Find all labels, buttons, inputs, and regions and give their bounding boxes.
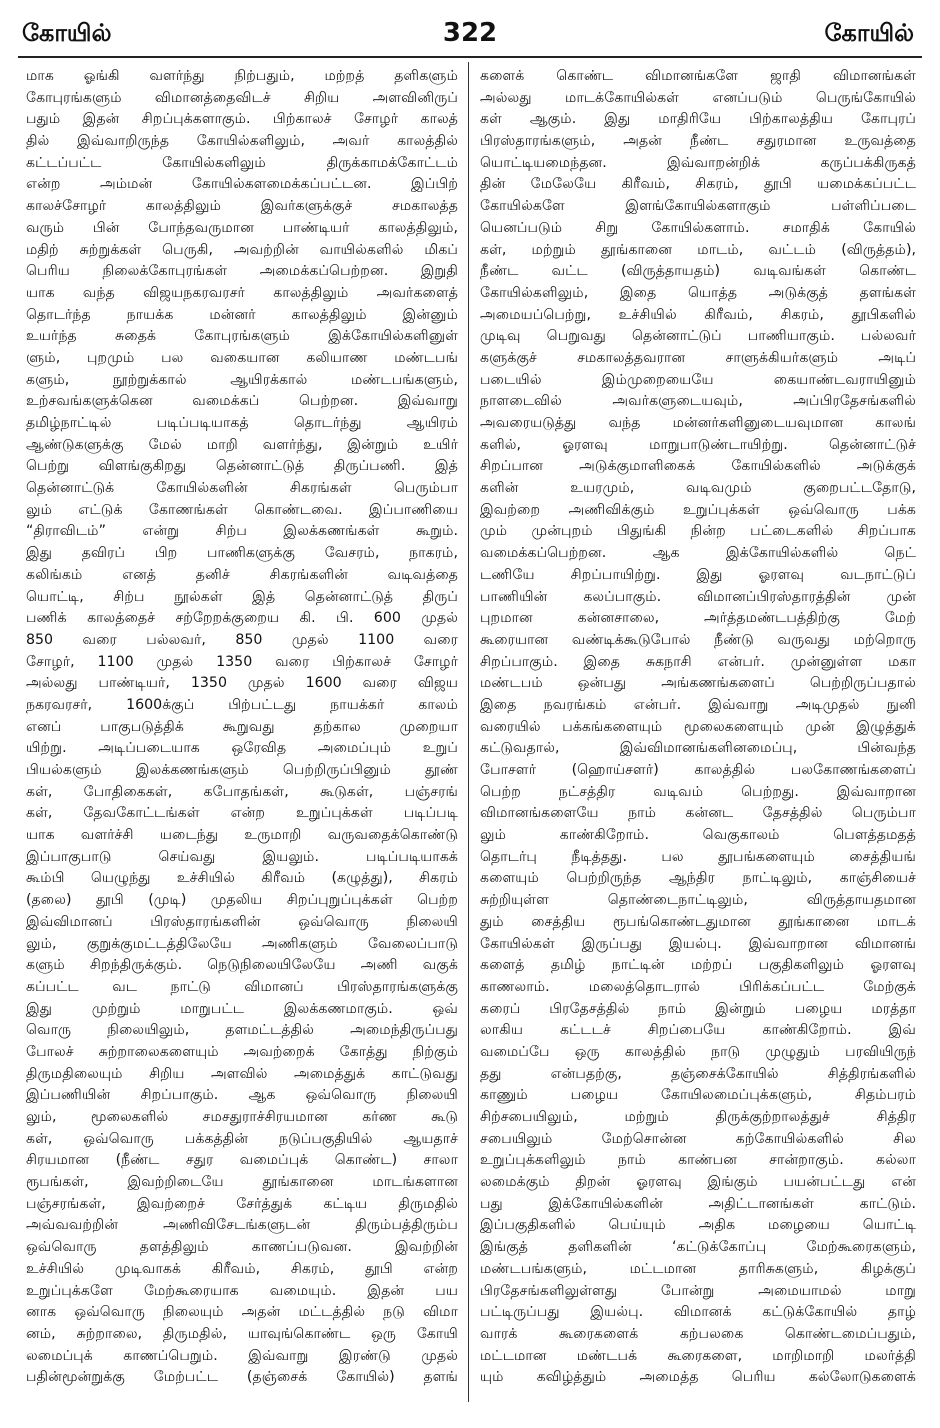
text-line: மட்டமான மண்டபக் கூரைகளை, மாறிமாறி மலர்த்தி xyxy=(480,1347,916,1364)
text-line: சுற்றியுள்ள தொண்டைநாட்டிலும், விருத்தாயதமான xyxy=(480,892,916,909)
text-line: யெனப்படும் சிறு கோயில்களாம். சமாதிக் கோயில் xyxy=(480,219,916,236)
text-line: தது என்பதற்கு, தஞ்சைக்கோயில் சித்திரங்களில் xyxy=(480,1065,916,1082)
text-line: பது இக்கோயில்களின் அதிட்டானங்கள் காட்டும். xyxy=(480,1195,916,1212)
text-line: காணும் பழைய கோயிலமைப்புக்களும், சிதம்பரம் xyxy=(480,1087,916,1104)
text-line: லமைப்புக் காணப்பெறும். இவ்வாறு இரண்டு முதல் xyxy=(26,1347,458,1364)
text-line: மாக ஓங்கி வளர்ந்து நிற்பதும், மற்றத் தளிகளும் xyxy=(26,68,458,84)
text-line: சிறப்பான அடுக்குமாளிகைக் கோயில்களில் அடுக்குக் xyxy=(480,458,916,475)
text-line: உறுப்புக்களே மேற்கூரையாக வமையும். இதன் பய xyxy=(26,1282,458,1299)
text-line: இது முற்றும் மாறுபட்ட இலக்கணமாகும். ஒவ் xyxy=(26,1000,458,1017)
text-line: தொடர்பு நீடித்தது. பல தூபங்களையும் சைத்தியங் xyxy=(480,848,916,865)
text-line: களில், ஓரளவு மாறுபாடுண்டாயிற்று. தென்னாட்டுச் xyxy=(480,436,916,453)
text-line: யாக வளர்ச்சி யடைந்து உருமாறி வருவதைக்கொண்டு xyxy=(26,827,458,844)
text-line: அவ்வவற்றின் அணிவிசேடங்களுடன் திரும்பத்திரும்ப xyxy=(26,1217,458,1234)
text-line: கலிங்கம் எனத் தனிச் சிகரங்களின் வடிவத்தை xyxy=(26,566,458,583)
text-line: யாக வந்த விஜயநகரவரசர் காலத்திலும் அவர்களைத் xyxy=(26,284,458,301)
text-line: யொட்டி, சிற்ப நூல்கள் இத் தென்னாட்டுத் திருப் xyxy=(26,588,458,605)
text-line: கள் ஆகும். இது மாதிரியே பிற்காலத்திய கோபுரப் xyxy=(480,111,916,128)
text-line: தமிழ்நாட்டில் படிப்படியாகத் தொடர்ந்து ஆயிரம் xyxy=(26,415,458,431)
text-line: உயர்ந்த சுதைக் கோபுரங்களும் இக்கோயில்களினுள் xyxy=(26,328,458,345)
text-line: இப்பகுதிகளில் பெய்யும் அதிக மழையை யொட்டி xyxy=(480,1217,916,1234)
text-line: களும் சிறந்திருக்கும். நெடுநிலையிலேயே அணி வகுக் xyxy=(26,957,458,974)
text-line: அவரையடுத்து வந்த மன்னர்களினுடையவுமான காலங் xyxy=(480,415,916,431)
text-line: அல்லது பாண்டியர், 1350 முதல் 1600 வரை விஜய xyxy=(26,675,458,692)
text-line: களுக்குச் சமகாலத்தவரான சாளுக்கியர்களும் அடிப் xyxy=(480,349,916,366)
text-line: பட்டிருப்பது இயல்பு. விமானக் கட்டுக்கோயில் தாழ் xyxy=(480,1304,916,1321)
text-line: மண்டபம் ஒன்பது அங்கணங்களைப் பெற்றிருப்பதால் xyxy=(480,675,916,692)
text-line: கோயில்கள் இருப்பது இயல்பு. இவ்வாறான விமானங் xyxy=(480,935,916,952)
text-line: ஒவ்வொரு தளத்திலும் காணப்படுவன. இவற்றின் xyxy=(26,1239,458,1256)
text-line: பெற்ற நட்சத்திர வடிவம் பெற்றது. இவ்வாறான xyxy=(480,783,916,800)
text-line: கோயில்களிலும், இதை யொத்த அடுக்குத் தளங்கள் xyxy=(480,284,916,301)
header-rule xyxy=(18,56,922,58)
text-line: அமையப்பெற்று, உச்சியில் கிரீவம், சிகரம், தூபிகளில் xyxy=(480,306,916,323)
text-line: கூம்பி யெழுந்து உச்சியில் கிரீவம் (கழுத்து), சிகரம் xyxy=(26,870,458,887)
text-line: சிறப்பாகும். இதை சுகநாசி என்பர். முன்னுள்ள மகா xyxy=(480,653,916,670)
text-line: சோழர், 1100 முதல் 1350 வரை பிற்காலச் சோழர் xyxy=(26,653,458,670)
text-line: வொரு நிலையிலும், தளமட்டத்தில் அமைந்திருப்பது xyxy=(26,1022,458,1039)
text-line: காணலாம். மலைத்தொடரால் பிரிக்கப்பட்ட மேற்குக் xyxy=(480,978,916,995)
text-line: ஆண்டுகளுக்கு மேல் மாறி வளர்ந்து, இன்றும் உயிர் xyxy=(26,436,458,453)
text-line: இவ்விமானப் பிரஸ்தாரங்களின் ஒவ்வொரு நிலையி xyxy=(26,913,458,930)
text-line: மண்டபங்களும், மட்டமான தாரிசுகளும், கிழக்குப் xyxy=(480,1260,916,1277)
text-line: மும் முன்புறம் பிதுங்கி நின்ற பட்டைகளில் சிறப்பாக xyxy=(480,523,916,540)
text-line: புறமான கன்னசாலை, அர்த்தமண்டபத்திற்கு மேற் xyxy=(480,610,916,627)
text-line: பஞ்சரங்கள், இவற்றைச் சேர்த்துக் கட்டிய திருமதில் xyxy=(26,1195,458,1212)
text-line: உற்சவங்களுக்கென வமைக்கப் பெற்றன. இவ்வாறு xyxy=(26,393,458,410)
text-line: கள், தேவகோட்டங்கள் என்ற உறுப்புக்கள் படிப்படி xyxy=(26,805,458,822)
text-line: தொடர்ந்த நாயக்க மன்னர் காலத்திலும் இன்னும் xyxy=(26,306,458,323)
text-line: எனப் பாகுபடுத்திக் கூறுவது தற்கால முறையா xyxy=(26,718,458,735)
text-line: களும், நூற்றுக்கால் ஆயிரக்கால் மண்டபங்களும், xyxy=(26,371,458,388)
text-line: லமைக்கும் திறன் ஓரளவு இங்கும் பயன்பட்டது என் xyxy=(480,1174,916,1191)
text-line: லும் எட்டுக் கோணங்கள் கொண்டவை. இப்பாணியை xyxy=(26,501,458,518)
text-line: கட்டப்பட்ட கோயில்களிலும் திருக்காமக்கோட்டம் xyxy=(26,154,458,171)
text-line: அல்லது மாடக்கோயில்கள் எனப்படும் பெருங்கோயில் xyxy=(480,89,916,106)
text-line: 850 வரை பல்லவர், 850 முதல் 1100 வரை xyxy=(26,631,458,648)
text-line: கள், போதிகைகள், கபோதங்கள், கூடுகள், பஞ்சரங் xyxy=(26,783,458,800)
text-line: பாணியின் கலப்பாகும். விமானப்பிரஸ்தாரத்தின் முன் xyxy=(480,588,916,605)
text-line: பெரிய நிலைக்கோபுரங்கள் அமைக்கப்பெற்றன. இறுதி xyxy=(26,263,458,280)
text-line: பதும் இதன் சிறப்புக்களாகும். பிற்காலச் சோழர் காலத் xyxy=(26,111,458,128)
text-line: லும், குறுக்குமட்டத்திலேயே அணிகளும் வேலைப்பாடு xyxy=(26,935,458,952)
text-line: பிரஸ்தாரங்களும், அதன் நீண்ட சதுரமான உருவத்தை xyxy=(480,133,916,150)
text-line: யும் கவிழ்த்தும் அமைத்த பெரிய கல்லோடுகளைக் xyxy=(480,1369,916,1386)
page-number: 322 xyxy=(442,18,498,48)
text-line: தில் இவ்வாறிருந்த கோயில்களிலும், அவர் காலத்தில் xyxy=(26,133,458,150)
text-line: ளும், புறமும் பல வகையான கலியாண மண்டபங் xyxy=(26,349,458,366)
left-column xyxy=(26,66,458,1389)
text-line: விமானங்களையே நாம் கன்னட தேசத்தில் பெரும்பா xyxy=(480,805,916,822)
text-line: கோபுரங்களும் விமானத்தைவிடச் சிறிய அளவினிருப் xyxy=(26,89,458,106)
text-line: போலச் சுற்றாலைகளையும் அவற்றைக் கோத்து நிற்கும் xyxy=(26,1043,458,1060)
text-line: நாளடைவில் அவர்களுடையவும், அப்பிரதேசங்களில் xyxy=(480,393,916,410)
right-column xyxy=(480,66,916,1389)
text-line: யொட்டியமைந்தன. இவ்வாறன்றிக் கருப்பக்கிருகத் xyxy=(480,154,916,171)
text-line: கட்டுவதால், இவ்விமானங்களினமைப்பு, பின்வந்த xyxy=(480,740,916,757)
text-line: இவற்றை அணிவிக்கும் உறுப்புக்கள் ஒவ்வொரு பக்க xyxy=(480,501,916,518)
running-title-right: கோயில் xyxy=(824,19,914,47)
text-line: கரைப் பிரதேசத்தில் நாம் இன்றும் பழைய மரத்தா xyxy=(480,1000,916,1017)
text-line: லாகிய கட்டடச் சிறப்பையே காண்கிறோம். இவ் xyxy=(480,1022,916,1039)
text-line: வரும் பின் போந்தவருமான பாண்டியர் காலத்திலும், xyxy=(26,219,458,236)
text-line: காலச்சோழர் காலத்திலும் இவர்களுக்குச் சமகாலத்த xyxy=(26,198,458,215)
text-line: முடிவு பெறுவது தென்னாட்டுப் பாணியாகும். பல்லவர் xyxy=(480,328,916,345)
text-line: பிரதேசங்களிலுள்ளது போன்று அமையாமல் மாறு xyxy=(480,1282,916,1299)
text-line: களின் உயரமும், வடிவமும் குறைபட்டதோடு, xyxy=(480,480,916,497)
text-line: தும் சைத்திய ரூபங்கொண்டதுமான தூங்கானை மாடக் xyxy=(480,913,916,930)
text-line: (தலை) தூபி (முடி) முதலிய சிறப்புறுப்புக்கள் பெற்ற xyxy=(26,892,458,909)
text-line: லும், மூலைகளில் சமசதுராச்சிரயமான கர்ண கூடு xyxy=(26,1109,458,1125)
text-line: தின் மேலேயே கிரீவம், சிகரம், தூபி யமைக்கப்பட்ட xyxy=(480,176,916,193)
text-line: போசளர் (ஹொய்சளர்) காலத்தில் பலகோணங்களைப் xyxy=(480,762,916,778)
text-line: “திராவிடம்” என்று சிற்ப இலக்கணங்கள் கூறும். xyxy=(26,523,458,540)
text-line: இப்பணியின் சிறப்பாகும். ஆக ஒவ்வொரு நிலையி xyxy=(26,1087,458,1104)
text-line: பியல்களும் இலக்கணங்களும் பெற்றிருப்பினும் தூண் xyxy=(26,762,458,778)
text-line: சிற்சபையிலும், மற்றும் திருக்குற்றாலத்துச் சித்திர xyxy=(480,1109,916,1125)
text-line: படையில் இம்முறையையே கையாண்டவராயினும் xyxy=(480,371,916,388)
text-line: உறுப்புக்களிலும் நாம் காண்பன சான்றாகும். கல்லா xyxy=(480,1152,916,1169)
text-line: சபையிலும் மேற்சொன்ன கற்கோயில்களில் சில xyxy=(480,1130,916,1147)
text-line: வாரக் கூரைகளைக் கற்பலகை கொண்டமைப்பதும், xyxy=(480,1325,916,1342)
text-line: என்ற அம்மன் கோயில்களமைக்கப்பட்டன. இப்பிற் xyxy=(26,176,458,193)
text-line: டணியே சிறப்பாயிற்று. இது ஓரளவு வடநாட்டுப் xyxy=(480,566,916,583)
text-line: வரையில் பக்கங்களையும் மூலைகளையும் முன் இழுத்துக் xyxy=(480,718,916,735)
text-line: தென்னாட்டுக் கோயில்களின் சிகரங்கள் பெரும்பா xyxy=(26,480,458,497)
text-line: உச்சியில் முடிவாகக் கிரீவம், சிகரம், தூபி என்ற xyxy=(26,1260,458,1277)
text-line: கள், மற்றும் தூங்கானை மாடம், வட்டம் (விருத்தம்), xyxy=(480,241,916,258)
column-divider xyxy=(468,62,469,1402)
text-line: மதிற் சுற்றுக்கள் பெருகி, அவற்றின் வாயில்களில் மிகப் xyxy=(26,241,458,258)
text-line: திருமதிலையும் சிறிய அளவில் அமைத்துக் காட்டுவது xyxy=(26,1065,458,1082)
text-line: லும் காண்கிறோம். வெகுகாலம் பௌத்தமதத் xyxy=(480,827,916,844)
text-line: இப்பாகுபாடு செய்வது இயலும். படிப்படியாகக் xyxy=(26,848,458,865)
running-title-left: கோயில் xyxy=(22,19,112,47)
text-line: கூரையான வண்டிக்கூடுபோல் நீண்டு வருவது மற்றொரு xyxy=(480,631,916,648)
text-line: ரூபங்கள், இவற்றிடையே தூங்கானை மாடங்களான xyxy=(26,1174,458,1191)
text-line: இதை நவரங்கம் என்பர். இவ்வாறு அடிமுதல் நுனி xyxy=(480,696,916,713)
text-line: கோயில்களே இளங்கோயில்களாகும் பள்ளிப்படை xyxy=(480,198,916,215)
text-line: னம், சுற்றாலை, திருமதில், யாவுங்கொண்ட ஒரு கோயி xyxy=(26,1325,458,1342)
text-line: களைக் கொண்ட விமானங்களே ஜாதி விமானங்கள் xyxy=(480,68,916,84)
text-line: இங்குத் தளிகளின் ‘கட்டுக்கோப்பு மேற்கூரைகளும், xyxy=(480,1239,916,1256)
text-line: பெற்று விளங்குகிறது தென்னாட்டுத் திருப்பணி. இத் xyxy=(26,458,458,475)
text-line: நீண்ட வட்ட (விருத்தாயதம்) வடிவங்கள் கொண்ட xyxy=(480,263,916,280)
text-line: கப்பட்ட வட நாட்டு விமானப் பிரஸ்தாரங்களுக்கு xyxy=(26,978,458,995)
text-line: இது தவிரப் பிற பாணிகளுக்கு வேசரம், நாகரம், xyxy=(26,545,458,562)
text-line: வமைக்கப்பெற்றன. ஆக இக்கோயில்களில் நெட் xyxy=(480,545,916,562)
text-line: பதின்மூன்றுக்கு மேற்பட்ட (தஞ்சைக் கோயில்) தளங் xyxy=(26,1369,458,1386)
text-line: நகரவரசர், 1600க்குப் பிற்பட்டது நாயக்கர் காலம் xyxy=(26,696,458,713)
text-line: யிற்று. அடிப்படையாக ஒரேவித அமைப்பும் உறுப் xyxy=(26,740,458,757)
text-line: சிரயமான (நீண்ட சதுர வமைப்புக் கொண்ட) சாலா xyxy=(26,1152,458,1169)
text-line: வமைப்பே ஒரு காலத்தில் நாடு முழுதும் பரவியிருந் xyxy=(480,1043,916,1060)
text-line: களைத் தமிழ் நாட்டின் மற்றப் பகுதிகளிலும் ஓரளவு xyxy=(480,957,916,974)
text-line: பணிக் காலத்தைச் சற்றேறக்குறைய கி. பி. 600 முதல் xyxy=(26,610,458,627)
text-line: களையும் பெற்றிருந்த ஆந்திர நாட்டிலும், காஞ்சியைச் xyxy=(480,870,916,887)
text-line: னாக ஒவ்வொரு நிலையும் அதன் மட்டத்தில் நடு விமா xyxy=(26,1304,458,1321)
text-line: கள், ஒவ்வொரு பக்கத்தின் நடுப்பகுதியில் ஆயதாச் xyxy=(26,1130,458,1147)
